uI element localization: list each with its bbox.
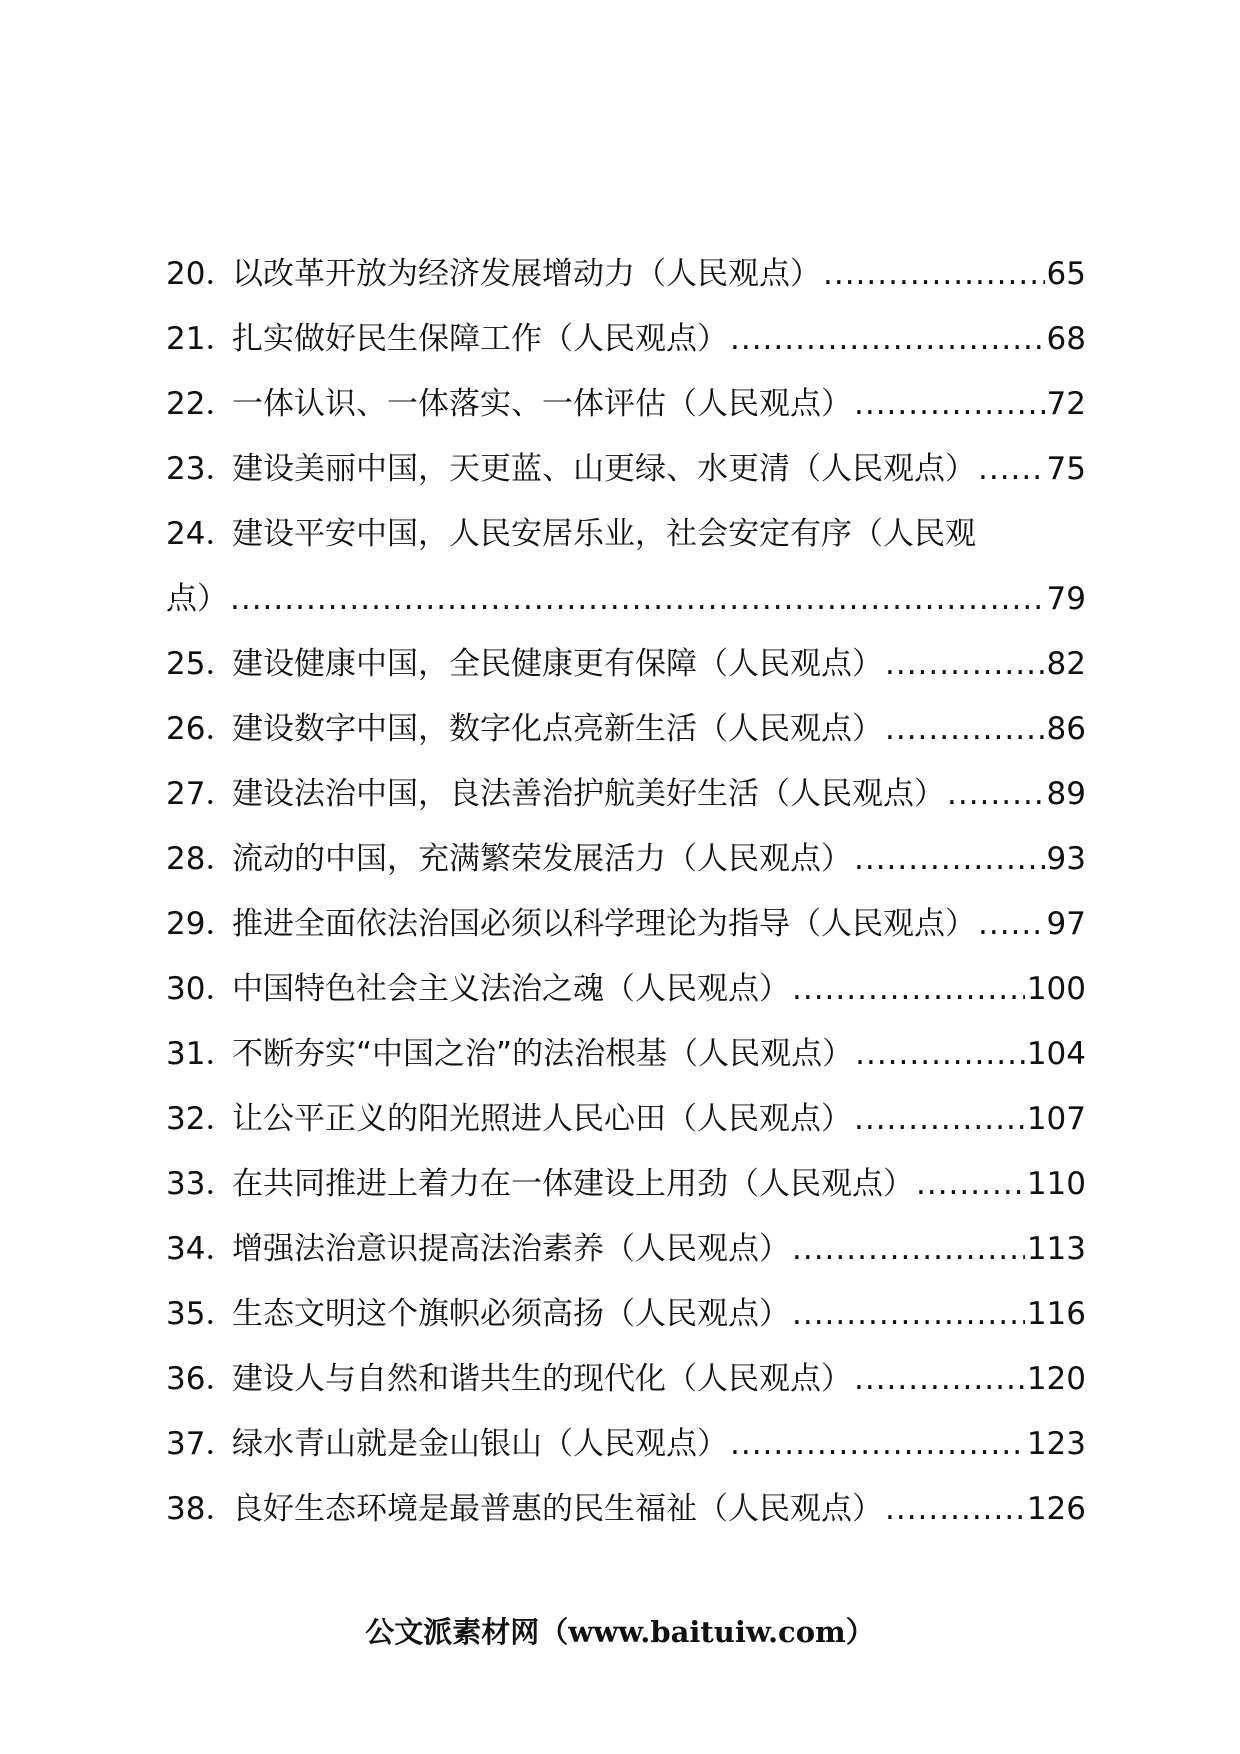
toc-entry-title: 建设数字中国，数字化点亮新生活（人民观点） <box>232 711 883 747</box>
toc-entry-title: 良好生态环境是最普惠的民生福祉（人民观点） <box>232 1491 883 1527</box>
toc-entry-page: 107 <box>1026 1101 1086 1137</box>
toc-entry-number: 30． <box>166 971 237 1007</box>
toc-entry-title: 不断夯实“中国之治”的法治根基（人民观点） <box>232 1036 854 1072</box>
toc-entry-page: 126 <box>1026 1491 1086 1527</box>
toc-entry-title-continuation: 点） <box>166 581 228 617</box>
toc-entry-29[interactable] <box>166 892 1086 957</box>
toc-entry-number: 28． <box>166 841 237 877</box>
toc-leader-dots <box>230 567 1045 632</box>
toc-entry-page: 89 <box>1046 776 1086 812</box>
toc-entry-32[interactable] <box>166 1087 1086 1152</box>
table-of-contents <box>166 242 1086 1542</box>
toc-entry-20[interactable] <box>166 242 1086 307</box>
toc-entry-title: 流动的中国，充满繁荣发展活力（人民观点） <box>232 841 852 877</box>
toc-entry-page: 120 <box>1026 1361 1086 1397</box>
toc-leader-dots <box>792 1217 1025 1282</box>
toc-entry-30[interactable] <box>166 957 1086 1022</box>
toc-entry-28[interactable] <box>166 827 1086 892</box>
toc-entry-37[interactable] <box>166 1412 1086 1477</box>
toc-entry-number: 33． <box>166 1166 237 1202</box>
toc-leader-dots <box>792 1282 1025 1347</box>
toc-entry-number: 32． <box>166 1101 237 1137</box>
toc-entry-number: 35． <box>166 1296 237 1332</box>
toc-leader-dots <box>978 437 1045 502</box>
toc-entry-number: 25． <box>166 646 237 682</box>
toc-entry-title: 推进全面依法治国必须以科学理论为指导（人民观点） <box>232 906 976 942</box>
toc-entry-38[interactable] <box>166 1477 1086 1542</box>
toc-leader-dots <box>854 1087 1025 1152</box>
toc-entry-page: 100 <box>1026 971 1086 1007</box>
toc-entry-number: 24． <box>166 516 237 552</box>
toc-entry-title: 建设平安中国，人民安居乐业，社会安定有序（人民观 <box>232 516 976 552</box>
toc-entry-title: 中国特色社会主义法治之魂（人民观点） <box>232 971 790 1007</box>
toc-entry-page: 82 <box>1046 646 1086 682</box>
toc-entry-22[interactable] <box>166 372 1086 437</box>
footer-watermark-text: 公文派素材网（www.baituiw.com） <box>365 1615 875 1649</box>
toc-entry-title: 让公平正义的阳光照进人民心田（人民观点） <box>232 1101 852 1137</box>
toc-entry-title: 扎实做好民生保障工作（人民观点） <box>232 321 728 357</box>
toc-entry-title: 建设美丽中国，天更蓝、山更绿、水更清（人民观点） <box>232 451 976 487</box>
toc-entry-number: 23． <box>166 451 237 487</box>
toc-entry-number: 20． <box>166 256 237 292</box>
toc-entry-24-continuation[interactable] <box>166 567 1086 632</box>
toc-entry-31[interactable] <box>166 1022 1086 1087</box>
toc-entry-page: 113 <box>1026 1231 1086 1267</box>
toc-entry-title: 以改革开放为经济发展增动力（人民观点） <box>232 256 821 292</box>
toc-entry-page: 86 <box>1046 711 1086 747</box>
toc-entry-title: 一体认识、一体落实、一体评估（人民观点） <box>232 386 852 422</box>
toc-entry-number: 27． <box>166 776 237 812</box>
toc-leader-dots <box>978 892 1045 957</box>
toc-entry-page: 68 <box>1046 321 1086 357</box>
toc-leader-dots <box>855 1022 1025 1087</box>
toc-entry-title: 建设法治中国，良法善治护航美好生活（人民观点） <box>232 776 945 812</box>
toc-entry-page: 79 <box>1046 581 1086 617</box>
toc-entry-page: 123 <box>1026 1426 1086 1462</box>
toc-entry-page: 75 <box>1046 451 1086 487</box>
toc-leader-dots <box>823 242 1045 307</box>
toc-leader-dots <box>947 762 1045 827</box>
toc-leader-dots <box>730 307 1045 372</box>
toc-leader-dots <box>854 372 1045 437</box>
toc-entry-34[interactable] <box>166 1217 1086 1282</box>
toc-leader-dots <box>792 957 1025 1022</box>
toc-entry-26[interactable] <box>166 697 1086 762</box>
toc-entry-21[interactable] <box>166 307 1086 372</box>
toc-entry-25[interactable] <box>166 632 1086 697</box>
toc-entry-33[interactable] <box>166 1152 1086 1217</box>
toc-leader-dots <box>885 697 1045 762</box>
toc-leader-dots <box>854 827 1045 892</box>
toc-entry-number: 36． <box>166 1361 237 1397</box>
toc-entry-number: 26． <box>166 711 237 747</box>
toc-leader-dots <box>730 1412 1025 1477</box>
toc-entry-number: 31． <box>166 1036 237 1072</box>
toc-entry-36[interactable] <box>166 1347 1086 1412</box>
toc-entry-number: 21． <box>166 321 237 357</box>
toc-entry-page: 72 <box>1046 386 1086 422</box>
toc-entry-title: 绿水青山就是金山银山（人民观点） <box>232 1426 728 1462</box>
toc-entry-title: 在共同推进上着力在一体建设上用劲（人民观点） <box>232 1166 914 1202</box>
toc-leader-dots <box>885 1477 1025 1542</box>
toc-entry-title: 生态文明这个旗帜必须高扬（人民观点） <box>232 1296 790 1332</box>
toc-leader-dots <box>854 1347 1025 1412</box>
toc-entry-title: 建设健康中国，全民健康更有保障（人民观点） <box>232 646 883 682</box>
toc-entry-page: 104 <box>1026 1036 1086 1072</box>
toc-entry-23[interactable] <box>166 437 1086 502</box>
toc-entry-24[interactable] <box>166 502 1086 567</box>
toc-entry-title: 建设人与自然和谐共生的现代化（人民观点） <box>232 1361 852 1397</box>
toc-entry-page: 93 <box>1046 841 1086 877</box>
toc-entry-number: 29． <box>166 906 237 942</box>
toc-entry-page: 65 <box>1046 256 1086 292</box>
toc-entry-page: 110 <box>1026 1166 1086 1202</box>
toc-entry-27[interactable] <box>166 762 1086 827</box>
toc-entry-35[interactable] <box>166 1282 1086 1347</box>
toc-entry-page: 116 <box>1026 1296 1086 1332</box>
toc-entry-number: 34． <box>166 1231 237 1267</box>
toc-entry-page: 97 <box>1046 906 1086 942</box>
toc-entry-number: 38． <box>166 1491 237 1527</box>
toc-leader-dots <box>916 1152 1025 1217</box>
toc-entry-number: 37． <box>166 1426 237 1462</box>
toc-leader-dots <box>885 632 1045 697</box>
toc-entry-title: 增强法治意识提高法治素养（人民观点） <box>232 1231 790 1267</box>
toc-entry-number: 22． <box>166 386 237 422</box>
